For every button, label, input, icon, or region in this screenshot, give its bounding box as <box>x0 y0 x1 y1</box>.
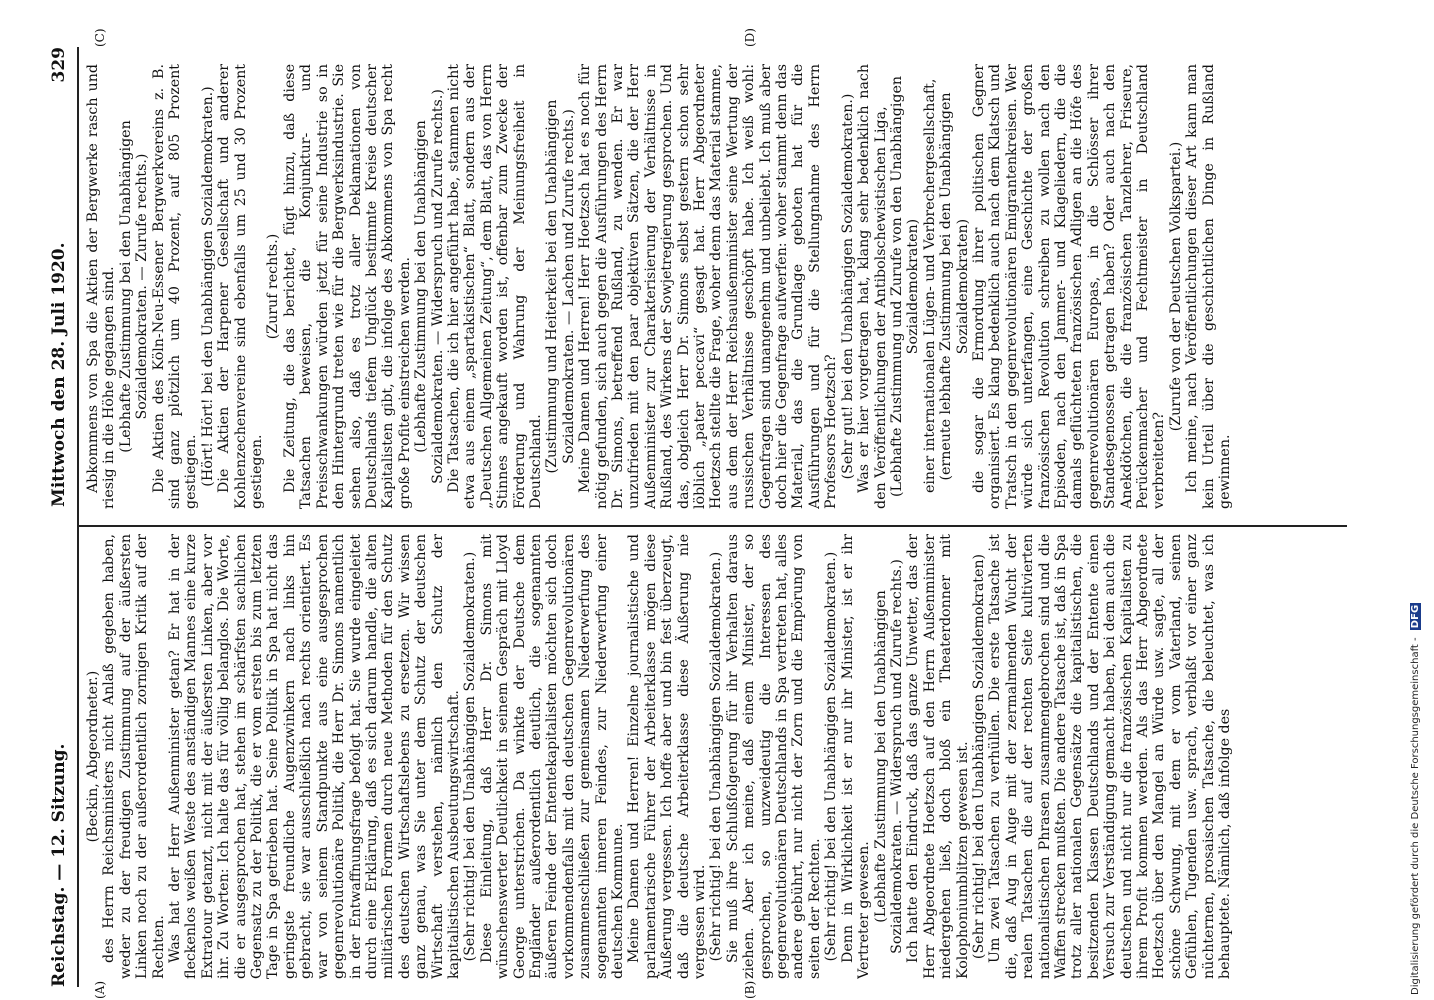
paragraph: Die Tatsachen, die ich hier angeführt habe, stammen nicht etwa aus einem „spartakistischen“ Blatt, sondern aus der „Deutschen Allgemeinen Zeitung“, dem Blatt, das von Herrn Stinnes angekauft worden ist, offenbar zum Zwecke der Förderung und Wahrung der Meinungsfreiheit in Deutschland. <box>445 64 544 509</box>
digitization-credit <box>1410 603 1421 995</box>
paragraph: (Lebhafte Zustimmung bei den Unabhängigen Sozialdemokraten. — Zurufe rechts.) <box>117 120 151 453</box>
margin-marker-b: (B) <box>743 980 757 999</box>
paragraph: Was er hier vorgetragen hat, klang sehr bedenklich nach den Veröffentlichungen der Antibolschewistischen Liga, <box>856 64 889 509</box>
paragraph: Meine Damen und Herren! Einzelne journalistische und parlamentarische Führer der Arbeiterklasse mögen diese Äußerung vergessen. Ich hoffe aber und bin fest überzeugt, daß die deutsche Arbeiterklasse diese Äußerung nie vergessen wird. <box>626 534 709 979</box>
paragraph: einer internationalen Lügen- und Verbrechergesellschaft, <box>921 78 938 493</box>
column-divider <box>77 525 1347 527</box>
header-left: Reichstag. — 12. Sitzung. <box>49 743 69 987</box>
paragraph: (Sehr richtig! bei den Unabhängigen Sozialdemokraten.) <box>708 551 725 962</box>
paragraph: Ich hatte den Eindruck, daß das ganze Unwetter, das der Herr Abgeordnete Hoetzsch auf den Herrn Außenminister niedergehen ließ, doch bloß ein Theaterdonner mit Kolophoniumblitzen gewesen ist. <box>905 534 971 979</box>
page-header <box>43 47 73 987</box>
margin-marker-c: (C) <box>93 28 107 47</box>
paragraph: Diese Einleitung, daß Herr Dr. Simons mit wünschenswerter Deutlichkeit in seinem Gespräch mit Lloyd George unterstrichen. Da winkte der Deutsche dem Engländer außerordentlich deutlich, die sogenannten äußeren Feinde der Ententekapitalisten möchten sich doch vorkommendenfalls mit den deutschen Gegenrevolutionären zusammenschließen zur gemeinsamen Niederwerfung des sogenannten inneren Feindes, zur Niederwerfung einer deutschen Kommune. <box>478 534 626 979</box>
paragraph: Ich meine, nach Veröffentlichungen dieser Art kann man kein Urteil über die geschichtlichen Dinge in Rußland gewinnen. <box>1184 64 1234 509</box>
paragraph: (Hört! Hört! bei den Unabhängigen Sozialdemokraten.) <box>199 86 216 487</box>
paragraph: (Sehr richtig! bei den Unabhängigen Sozialdemokraten.) <box>462 551 479 962</box>
paragraph: (Sehr richtig! bei den Unabhängigen Sozialdemokraten.) <box>823 551 840 962</box>
paragraph: Um zwei Tatsachen zu verhüllen. Die erste Tatsache ist die, daß Aug in Auge mit der zermalmenden Wucht der realen Tatsachen die auf der rechten Seite kultivierten nationalistischen Phrasen zusammengebrochen sind und die Waffen strecken mußten. Die andere Tatsache ist, daß in Spa trotz aller nationalen Gegensätze die kapitalistischen, die besitzenden Klassen Deutschlands und der Entente einen Versuch zur Verständigung gemacht haben, bei dem auch die deutschen und nicht nur die französischen Kapitalisten zu ihrem Profit kommen werden. Als das Herr Abgeordnete Hoetzsch über den Mangel an Würde usw. sagte, all der schöne Schwung, mit dem er vom Vaterland, seinen Gefühlen, Tugenden usw. sprach, verblaßt vor einer ganz nüchternen, prosaischen Tatsache, die beleuchtet, was ich behauptete. Nämlich, daß infolge des <box>987 534 1234 979</box>
paragraph: (Sehr richtig! bei den Unabhängigen Sozialdemokraten) <box>970 553 987 960</box>
dfg-logo: DFG <box>1410 604 1421 629</box>
paragraph: (Sehr gut! bei den Unabhängigen Sozialdemokraten.) <box>839 93 856 480</box>
rotated-page <box>43 28 1403 999</box>
paragraph: Sie muß ihre Schlußfolgerung für ihr Verhalten daraus ziehen. Aber ich meine, daß einem Minister, der so gesprochen, so unzweideutig die Interessen des gegenrevolutionären Deutschlands in Spa vertreten hat, alles andere gebührt, nur nicht der Zorn und die Empörung von seiten der Rechten. <box>724 534 823 979</box>
paragraph: (Zuruf rechts.) <box>265 233 282 340</box>
paragraph: Abkommens von Spa die Aktien der Bergwerke rasch und riesig in die Höhe gegangen sind. <box>85 64 118 509</box>
paragraph: (Zustimmung und Heiterkeit bei den Unabhängigen Sozialdemokraten. — Lachen und Zurufe rechts.) <box>544 99 577 474</box>
paragraph: Denn in Wirklichkeit ist er nur ihr Minister, ist er ihr Vertreter gewesen. <box>839 534 873 979</box>
paragraph: (Zurufe von der Deutschen Volkspartei.) <box>1167 141 1184 432</box>
left-column <box>85 534 1345 979</box>
paragraph: die sogar die Ermordung ihrer politischen Gegner organisiert. Es klang bedenklich auch nach dem Klatsch und Tratsch in den gegenrevolutionären Emigrantenkreisen. Wer würde sich unterfangen, eine Geschichte der großen französischen Revolution schreiben zu wollen nach den Episoden, nach den Jammer- und Klageliedern, die die damals geflüchteten französischen Adligen an die Höfe des gegenrevolutionären Europas, in die Schlösser ihrer Standesgenossen getragen haben? Oder auch nach den Anekdötchen, die die französischen Tanzlehrer, Friseure, Perückenmacher und Fechtmeister in Deutschland verbreiteten? <box>970 64 1168 509</box>
paragraph: Die Aktien des Köln-Neu-Essener Bergwerkvereins z. B. sind ganz plötzlich um 40 Prozent, auf 805 Prozent gestiegen. <box>150 64 200 509</box>
paragraph: Die Zeitung, die das berichtet, fügt hinzu, daß diese Tatsachen beweisen, die Konjunktur- und Preisschwankungen würden jetzt für seine Industrie so in den Hintergrund treten wie für die Bergwerksindustrie. Sie sehen also, daß es trotz aller Deklamationen von Deutschlands tiefem Unglück bestimmte Kreise deutscher Kapitalisten gibt, die infolge des Abkommens von Spa recht große Profite einstreichen werden. <box>281 64 413 509</box>
paragraph: (Lebhafte Zustimmung und Zurufe von den Unabhängigen Sozialdemokraten) <box>888 75 922 498</box>
margin-marker-d: (D) <box>743 28 757 47</box>
paragraph: Die Aktien der Harpener Gesellschaft und anderer Kohlenzechenvereine sind ebenfalls um 25 und 30 Prozent gestiegen. <box>216 64 266 509</box>
right-column <box>85 64 1345 509</box>
credit-text: Digitalisierung gefördert durch die Deutsche Forschungsgemeinschaft - <box>1410 634 1421 995</box>
header-center: Mittwoch den 28. Juli 1920. <box>49 242 69 507</box>
margin-marker-a: (A) <box>93 980 107 999</box>
paragraph: (Lebhafte Zustimmung bei den Unabhängigen Sozialdemokraten. — Widerspruch und Zurufe rechts.) <box>413 89 446 484</box>
paragraph: (Lebhafte Zustimmung bei den Unabhängigen Sozialdemokraten. — Widerspruch und Zurufe rechts.) <box>872 559 905 954</box>
paragraph: (erneute lebhafte Zustimmung bei den Unabhängigen Sozialdemokraten) <box>938 92 971 481</box>
paragraph: (Beckin, Abgeordneter.) <box>85 670 101 843</box>
paragraph: des Herrn Reichsministers nicht Anlaß gegeben haben, weder zu der freudigen Zustimmung auf der äußersten Linken noch zu der außerordentlich zornigen Kritik auf der Rechten. <box>101 534 167 979</box>
page-number: 329 <box>49 47 69 83</box>
paragraph: Meine Damen und Herren! Herr Hoetzsch hat es noch für nötig gefunden, sich auch gegen die Ausführungen des Herrn Dr. Simons, betreffend Rußland, zu wenden. Er war unzufrieden mit den paar objektiven Sätzen, die der Herr Außenminister zur Charakterisierung der Verhältnisse in Rußland, des Wirkens der Sowjetregierung gesprochen. Und das, obgleich Herr Dr. Simons selbst gestern schon sehr löblich „pater peccavi“ gesagt hat. Herr Abgeordneter Hoetzsch stellte die Frage, woher denn das Material stamme, aus dem der Herr Reichsaußenminister seine Wertung der russischen Verhältnisse geschöpft habe. Ich weiß wohl: Gegenfragen sind unangenehm und unbeliebt. Ich muß aber doch hier die Gegenfrage aufwerfen: woher stammt denn das Material, das die Grundlage geboten hat für die Ausführungen und für die Stellungnahme des Herrn Professors Hoetzsch? <box>577 64 840 509</box>
header-rule <box>77 47 79 987</box>
paragraph: Was hat der Herr Außenminister getan? Er hat in der fleckenlos weißen Weste des anständigen Mannes eine kurze Extratour getanzt, nicht mit der äußersten Linken, aber vor ihr. Zu Worten: Ich halte das für völlig belanglos. Die Worte, die er ausgesprochen hat, stehen im schärfsten sachlichen Gegensatz zu der Politik, die er vom ersten bis zum letzten Tage in Spa getrieben hat. Seine Politik in Spa hat nicht das geringste freundliche Augenzwinkern nach links hin gebracht, sie war ausschließlich nach rechts orientiert. Es war von seinem Standpunkte aus eine ausgesprochen gegenrevolutionäre Politik, die Herr Dr. Simons namentlich in der Entwaffnungsfrage befolgt hat. Sie wurde eingeleitet durch eine Erklärung, daß es sich darum handle, die alten militärischen Formen durch neue Methoden für den Schutz des deutschen Wirtschaftslebens zu ersetzen. Wir wissen ganz genau, was Sie unter dem Schutz der deutschen Wirtschaft verstehen, nämlich den Schutz der kapitalistischen Ausbeutungswirtschaft. <box>167 534 462 979</box>
